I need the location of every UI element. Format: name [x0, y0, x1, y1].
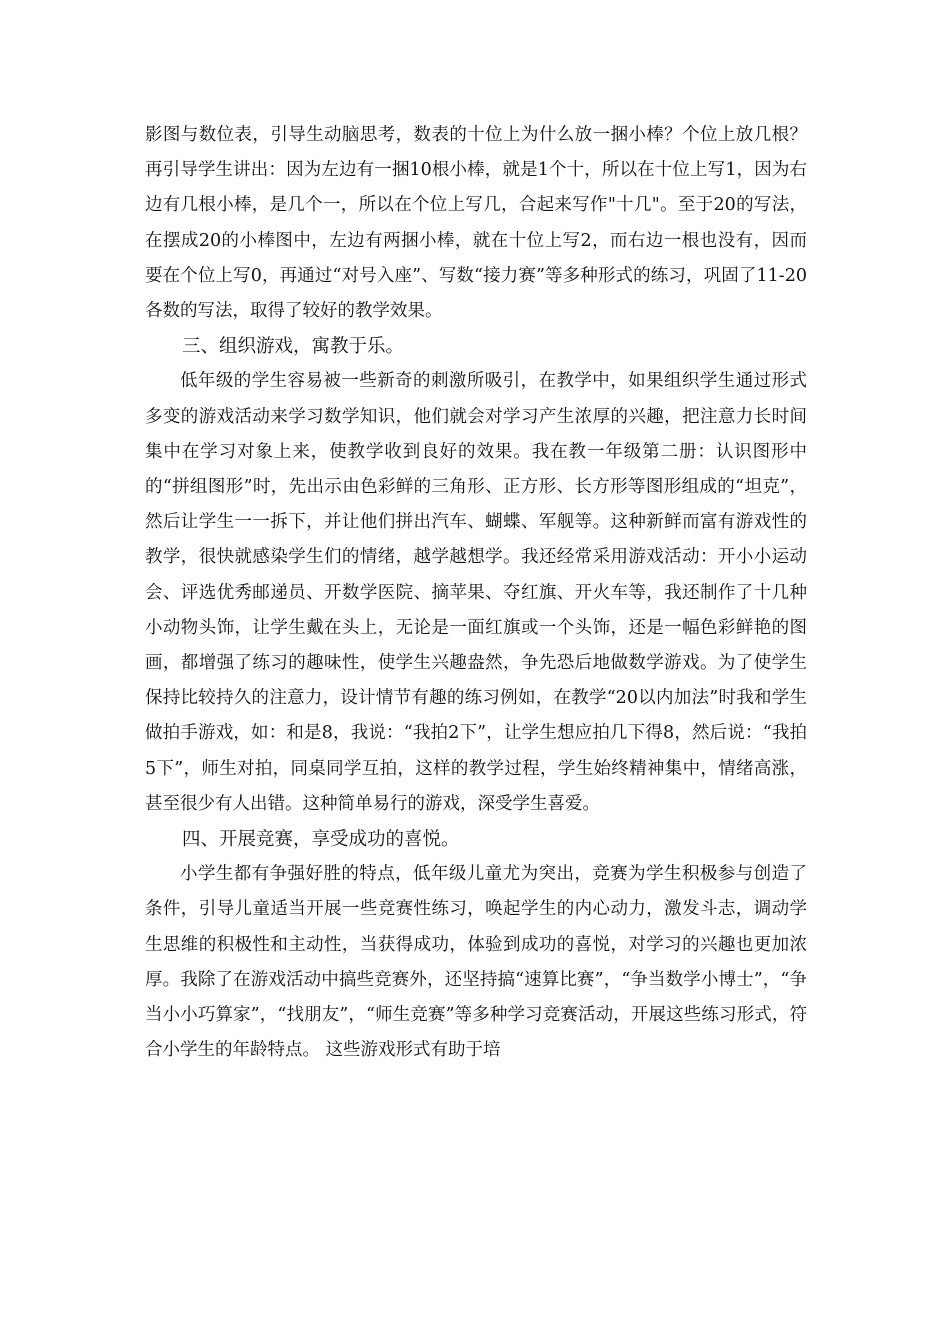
paragraph-continuation: 影图与数位表，引导生动脑思考，数表的十位上为什么放一捆小棒？个位上放几根？再引导学生讲出：因为左边有一捆10根小棒，就是1个十，所以在十位上写1，因为右边有几根小棒，是几个一，所以在个位上写几，合起来写作"十几"。至于20的写法，在摆成20的小棒图中，左边有两捆小棒，就在十位上写2，而右边一根也没有，因而要在个位上写0，再通过“对号入座”、写数“接力赛”等多种形式的练习，巩固了11-20各数的写法，取得了较好的教学效果。 [145, 125, 807, 322]
section-heading-three: 三、组织游戏，寓教于乐。 [182, 336, 405, 358]
document-body [145, 118, 807, 1068]
section-heading-four: 四、开展竞赛，享受成功的喜悦。 [182, 829, 460, 851]
paragraph-competition: 小学生都有争强好胜的特点，低年级儿童尤为突出，竞赛为学生积极参与创造了条件，引导儿童适当开展一些竞赛性练习，唤起学生的内心动力，激发斗志，调动学生思维的积极性和主动性，当获得成功，体验到成功的喜悦，对学习的兴趣也更加浓厚。我除了在游戏活动中搞些竞赛外，还坚持搞“速算比赛”，“争当数学小博士”，“争当小小巧算家”，“找朋友”，“师生竞赛”等多种学习竞赛活动，开展这些练习形式，符合小学生的年龄特点。 这些游戏形式有助于培 [145, 864, 807, 1061]
paragraph-games: 低年级的学生容易被一些新奇的刺激所吸引，在教学中，如果组织学生通过形式多变的游戏活动来学习数学知识，他们就会对学习产生浓厚的兴趣，把注意力长时间集中在学习对象上来，使教学收到良好的效果。我在教一年级第二册：认识图形中的“拼组图形”时，先出示由色彩鲜的三角形、正方形、长方形等图形组成的“坦克”，然后让学生一一拆下，并让他们拼出汽车、蝴蝶、军舰等。这种新鲜而富有游戏性的教学，很快就感染学生们的情绪，越学越想学。我还经常采用游戏活动：开小小运动会、评选优秀邮递员、开数学医院、摘苹果、夺红旗、开火车等，我还制作了十几种小动物头饰，让学生戴在头上，无论是一面红旗或一个头饰，还是一幅色彩鲜艳的图画，都增强了练习的趣味性，使学生兴趣盎然，争先恐后地做数学游戏。为了使学生保持比较持久的注意力，设计情节有趣的练习例如，在教学“20以内加法”时我和学生做拍手游戏，如：和是8，我说：“我拍2下”，让学生想应拍几下得8，然后说：“我拍5下”，师生对拍，同桌同学互拍，这样的教学过程，学生始终精神集中，情绪高涨，甚至很少有人出错。这种简单易行的游戏，深受学生喜爱。 [145, 371, 807, 814]
